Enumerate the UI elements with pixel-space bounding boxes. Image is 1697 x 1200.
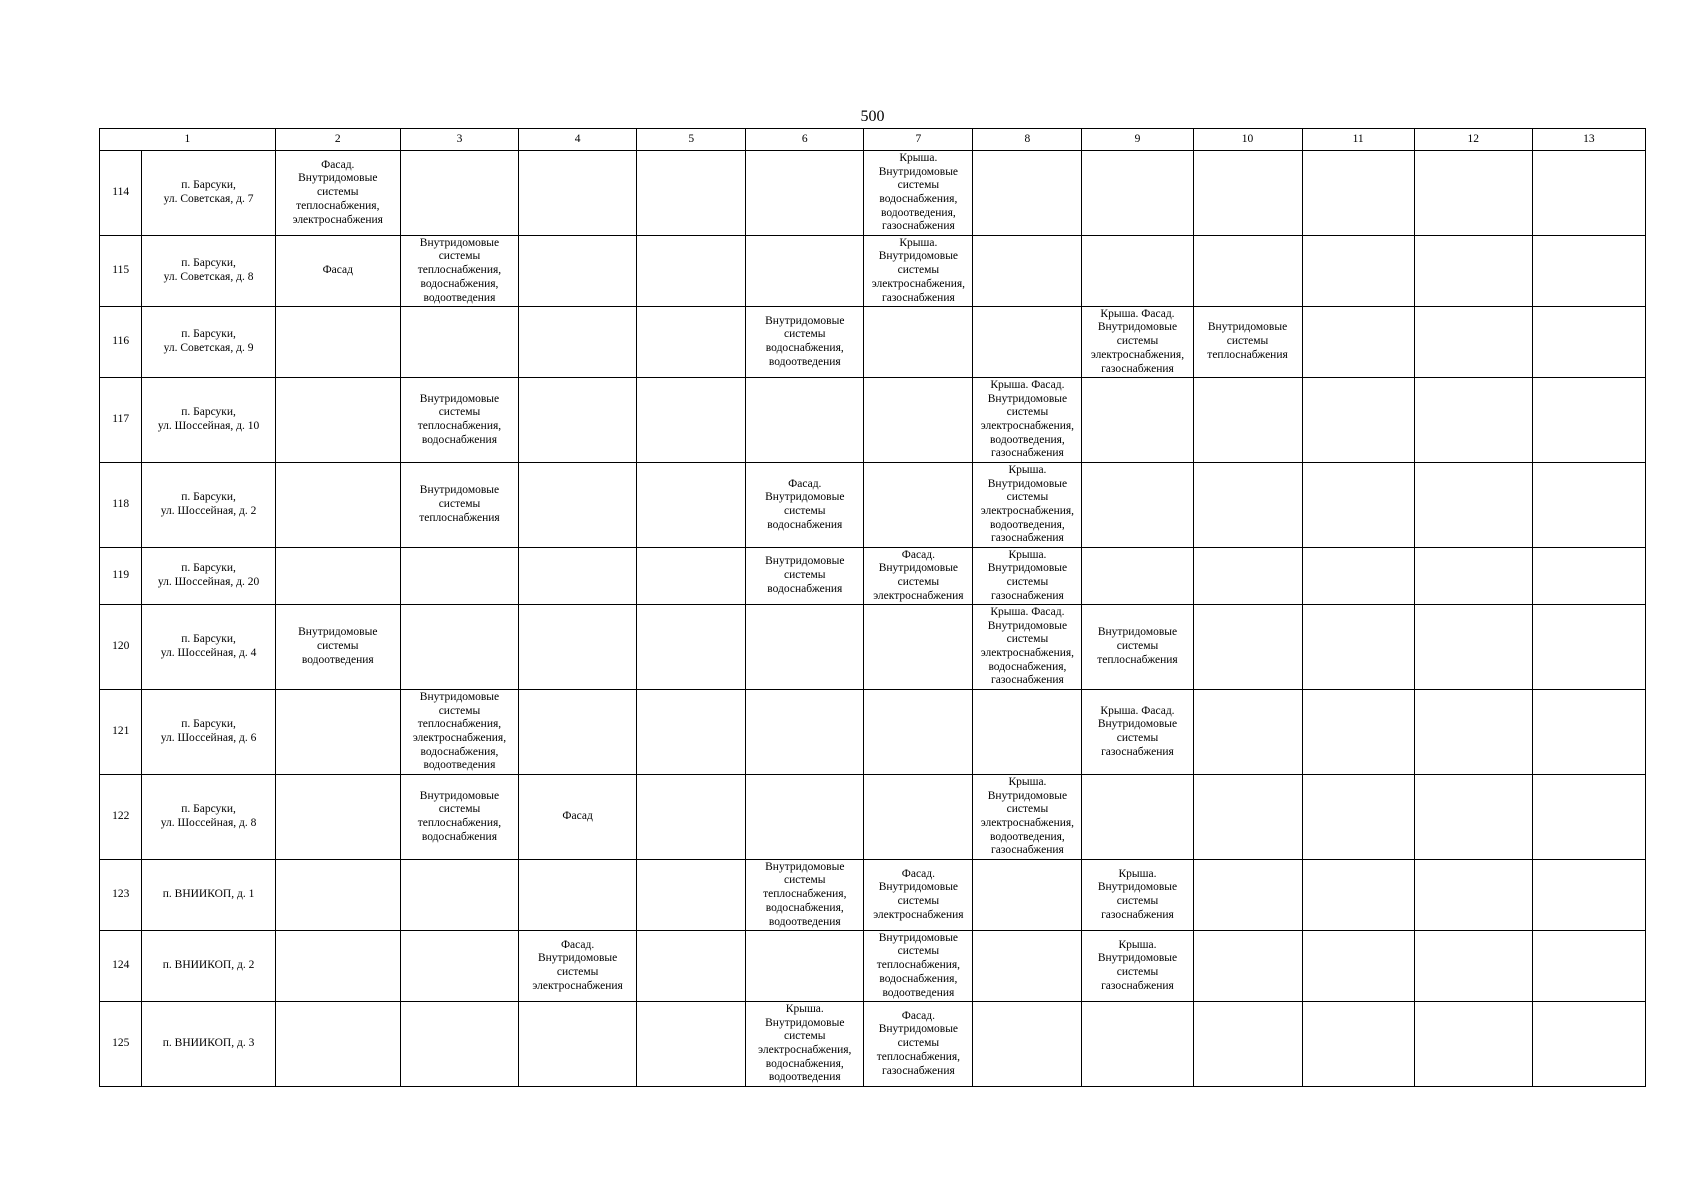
work-cell-col-11 [1302,775,1414,860]
work-cell-col-10 [1193,378,1302,463]
work-cell-col-12 [1414,548,1532,605]
work-cell-col-10 [1193,548,1302,605]
work-description: Внутридомовые системы водоснабжения [765,555,845,595]
column-header-10: 10 [1193,129,1302,151]
work-cell-col-4 [519,378,637,463]
address-text: п. Барсуки, ул. Шоссейная, д. 8 [160,803,257,829]
work-cell-col-2 [275,151,400,236]
work-cell-col-6 [746,931,864,1002]
row-number: 115 [100,236,142,307]
work-cell-col-6 [746,378,864,463]
work-cell-col-12 [1414,931,1532,1002]
work-cell-col-7 [864,151,973,236]
work-cell-col-7 [864,690,973,775]
table-row [100,605,1646,690]
row-number: 124 [100,931,142,1002]
work-cell-col-12 [1414,463,1532,548]
work-cell-col-13 [1532,236,1645,307]
work-cell-col-4 [519,775,637,860]
work-cell-col-8 [973,307,1082,378]
work-cell-col-11 [1302,236,1414,307]
row-number: 119 [100,548,142,605]
address-cell [142,307,275,378]
address-cell [142,605,275,690]
work-cell-col-7 [864,236,973,307]
work-cell-col-11 [1302,860,1414,931]
work-cell-col-2 [275,690,400,775]
work-cell-col-4 [519,1002,637,1087]
table-row [100,690,1646,775]
address-text: п. Барсуки, ул. Шоссейная, д. 4 [160,633,257,659]
work-cell-col-13 [1532,860,1645,931]
work-cell-col-3 [400,236,518,307]
address-cell [142,463,275,548]
work-cell-col-5 [637,463,746,548]
table-row [100,548,1646,605]
work-cell-col-13 [1532,605,1645,690]
table-row [100,860,1646,931]
work-description: Внутридомовые системы теплоснабжения, водоснабжения, водоотведения [763,860,847,928]
work-cell-col-12 [1414,151,1532,236]
table-row [100,775,1646,860]
work-cell-col-7 [864,931,973,1002]
work-cell-col-5 [637,775,746,860]
row-number: 121 [100,690,142,775]
work-cell-col-12 [1414,605,1532,690]
work-cell-col-2 [275,378,400,463]
work-cell-col-4 [519,931,637,1002]
work-cell-col-2 [275,463,400,548]
work-cell-col-8 [973,548,1082,605]
work-cell-col-10 [1193,151,1302,236]
work-cell-col-5 [637,151,746,236]
row-number: 116 [100,307,142,378]
column-header-13: 13 [1532,129,1645,151]
work-cell-col-8 [973,605,1082,690]
work-cell-col-13 [1532,151,1645,236]
address-text: п. ВНИИКОП, д. 3 [162,1037,255,1050]
work-description: Крыша. Внутридомовые системы электроснабжения, водоснабжения, водоотведения [758,1002,852,1084]
work-description: Внутридомовые системы теплоснабжения [1097,626,1178,666]
work-cell-col-13 [1532,775,1645,860]
address-text: п. Барсуки, ул. Советская, д. 8 [163,257,254,283]
work-cell-col-7 [864,860,973,931]
work-cell-col-3 [400,1002,518,1087]
work-cell-col-3 [400,548,518,605]
work-cell-col-3 [400,690,518,775]
work-cell-col-2 [275,548,400,605]
work-cell-col-4 [519,860,637,931]
work-cell-col-11 [1302,463,1414,548]
work-cell-col-9 [1082,775,1193,860]
work-cell-col-13 [1532,307,1645,378]
work-cell-col-8 [973,236,1082,307]
work-cell-col-6 [746,605,864,690]
work-cell-col-11 [1302,151,1414,236]
work-cell-col-7 [864,775,973,860]
work-description: Крыша. Фасад. Внутридомовые системы электроснабжения, водоснабжения, газоснабжения [980,605,1075,687]
work-cell-col-3 [400,307,518,378]
work-cell-col-8 [973,775,1082,860]
work-cell-col-4 [519,605,637,690]
work-cell-col-9 [1082,548,1193,605]
table-row [100,151,1646,236]
row-number: 118 [100,463,142,548]
work-cell-col-13 [1532,378,1645,463]
work-description: Внутридомовые системы водоотведения [298,626,378,666]
work-cell-col-2 [275,236,400,307]
work-cell-col-11 [1302,690,1414,775]
work-cell-col-7 [864,463,973,548]
work-cell-col-9 [1082,931,1193,1002]
work-description: Крыша. Внутридомовые системы электроснабжения, водоотведения, газоснабжения [980,775,1075,857]
address-text: п. ВНИИКОП, д. 1 [162,888,255,901]
work-cell-col-8 [973,378,1082,463]
work-cell-col-11 [1302,307,1414,378]
work-description: Крыша. Фасад. Внутридомовые системы газоснабжения [1097,704,1178,758]
work-cell-col-7 [864,548,973,605]
page-number: 500 [860,108,885,125]
address-cell [142,151,275,236]
work-cell-col-13 [1532,548,1645,605]
address-cell [142,236,275,307]
work-description: Крыша. Фасад. Внутридомовые системы электроснабжения, газоснабжения [1090,307,1185,375]
work-cell-col-10 [1193,605,1302,690]
work-cell-col-7 [864,307,973,378]
work-cell-col-8 [973,463,1082,548]
address-text: п. Барсуки, ул. Советская, д. 9 [163,328,254,354]
work-description: Внутридомовые системы теплоснабжения, электроснабжения, водоснабжения, водоотведения [412,690,507,772]
work-cell-col-10 [1193,307,1302,378]
column-header-1: 1 [100,129,276,151]
work-cell-col-9 [1082,151,1193,236]
work-cell-col-7 [864,605,973,690]
work-cell-col-13 [1532,931,1645,1002]
work-description: Крыша. Внутридомовые системы электроснабжения, водоотведения, газоснабжения [980,463,1075,545]
work-cell-col-2 [275,931,400,1002]
address-text: п. Барсуки, ул. Шоссейная, д. 6 [160,718,257,744]
work-cell-col-7 [864,1002,973,1087]
work-cell-col-5 [637,690,746,775]
work-cell-col-10 [1193,463,1302,548]
work-cell-col-3 [400,605,518,690]
work-cell-col-6 [746,860,864,931]
column-header-11: 11 [1302,129,1414,151]
work-cell-col-2 [275,775,400,860]
work-cell-col-8 [973,931,1082,1002]
table-row [100,307,1646,378]
work-cell-col-5 [637,307,746,378]
column-header-9: 9 [1082,129,1193,151]
work-cell-col-10 [1193,690,1302,775]
row-number: 123 [100,860,142,931]
work-cell-col-6 [746,775,864,860]
work-cell-col-2 [275,307,400,378]
table-row [100,1002,1646,1087]
address-cell [142,690,275,775]
work-cell-col-4 [519,690,637,775]
work-cell-col-3 [400,151,518,236]
row-number: 117 [100,378,142,463]
work-cell-col-6 [746,1002,864,1087]
work-cell-col-3 [400,463,518,548]
work-cell-col-7 [864,378,973,463]
table-row [100,378,1646,463]
work-description: Крыша. Внутридомовые системы электроснабжения, газоснабжения [871,236,966,304]
work-cell-col-8 [973,1002,1082,1087]
work-cell-col-11 [1302,605,1414,690]
column-header-8: 8 [973,129,1082,151]
work-description: Фасад. Внутридомовые системы теплоснабжения, газоснабжения [876,1009,961,1077]
address-text: п. Барсуки, ул. Шоссейная, д. 2 [160,491,257,517]
address-cell [142,775,275,860]
work-cell-col-11 [1302,1002,1414,1087]
work-cell-col-5 [637,860,746,931]
work-cell-col-9 [1082,463,1193,548]
table-body [100,151,1646,1087]
work-cell-col-3 [400,378,518,463]
row-number: 114 [100,151,142,236]
column-header-6: 6 [746,129,864,151]
address-cell [142,548,275,605]
work-description: Внутридомовые системы теплоснабжения, водоснабжения, водоотведения [876,931,961,999]
work-cell-col-9 [1082,378,1193,463]
work-description: Внутридомовые системы теплоснабжения [1207,321,1288,361]
address-text: п. Барсуки, ул. Советская, д. 7 [163,179,254,205]
work-cell-col-4 [519,307,637,378]
work-cell-col-4 [519,151,637,236]
work-description: Внутридомовые системы водоснабжения, водоотведения [765,314,845,368]
table-row [100,463,1646,548]
address-text: п. Барсуки, ул. Шоссейная, д. 20 [157,562,260,588]
work-cell-col-5 [637,1002,746,1087]
work-description: Внутридомовые системы теплоснабжения, водоснабжения, водоотведения [417,236,502,304]
work-cell-col-13 [1532,690,1645,775]
work-cell-col-5 [637,378,746,463]
work-cell-col-5 [637,605,746,690]
work-cell-col-10 [1193,931,1302,1002]
work-cell-col-12 [1414,378,1532,463]
work-cell-col-12 [1414,236,1532,307]
column-header-3: 3 [400,129,518,151]
work-schedule-table [99,128,1646,1087]
address-cell [142,378,275,463]
work-cell-col-8 [973,151,1082,236]
work-description: Внутридомовые системы теплоснабжения, водоснабжения [417,392,502,446]
work-description: Фасад [562,810,593,823]
address-cell [142,1002,275,1087]
work-cell-col-4 [519,463,637,548]
work-cell-col-12 [1414,1002,1532,1087]
work-cell-col-9 [1082,605,1193,690]
work-cell-col-6 [746,236,864,307]
work-description: Фасад. Внутридомовые системы электроснабжения [532,938,623,992]
table-row [100,931,1646,1002]
work-cell-col-12 [1414,860,1532,931]
work-cell-col-9 [1082,690,1193,775]
work-cell-col-12 [1414,775,1532,860]
work-cell-col-10 [1193,860,1302,931]
work-cell-col-6 [746,307,864,378]
work-cell-col-12 [1414,307,1532,378]
work-cell-col-6 [746,463,864,548]
work-description: Внутридомовые системы теплоснабжения [419,484,500,524]
work-description: Крыша. Внутридомовые системы газоснабжения [1097,938,1178,992]
work-cell-col-4 [519,548,637,605]
work-cell-col-10 [1193,1002,1302,1087]
row-number: 120 [100,605,142,690]
work-cell-col-11 [1302,931,1414,1002]
table-row [100,236,1646,307]
work-cell-col-12 [1414,690,1532,775]
column-header-2: 2 [275,129,400,151]
work-cell-col-2 [275,1002,400,1087]
work-cell-col-3 [400,860,518,931]
work-cell-col-2 [275,860,400,931]
work-cell-col-4 [519,236,637,307]
column-header-12: 12 [1414,129,1532,151]
work-cell-col-9 [1082,860,1193,931]
work-cell-col-9 [1082,307,1193,378]
work-cell-col-6 [746,690,864,775]
work-cell-col-10 [1193,775,1302,860]
address-cell [142,931,275,1002]
work-description: Внутридомовые системы теплоснабжения, водоснабжения [417,789,502,843]
work-cell-col-5 [637,931,746,1002]
work-cell-col-8 [973,690,1082,775]
work-cell-col-5 [637,548,746,605]
row-number: 122 [100,775,142,860]
work-description: Фасад [322,264,353,277]
work-cell-col-9 [1082,1002,1193,1087]
work-cell-col-8 [973,860,1082,931]
work-description: Крыша. Внутридомовые системы газоснабжения [987,548,1068,602]
work-description: Крыша. Фасад. Внутридомовые системы электроснабжения, водоотведения, газоснабжения [980,378,1075,460]
work-cell-col-3 [400,775,518,860]
row-number: 125 [100,1002,142,1087]
work-description: Крыша. Внутридомовые системы газоснабжения [1097,867,1178,921]
work-description: Фасад. Внутридомовые системы электроснабжения [873,867,964,921]
work-description: Фасад. Внутридомовые системы водоснабжения [765,477,845,531]
column-header-4: 4 [519,129,637,151]
work-cell-col-2 [275,605,400,690]
work-cell-col-6 [746,151,864,236]
address-text: п. Барсуки, ул. Шоссейная, д. 10 [157,406,260,432]
column-header-5: 5 [637,129,746,151]
work-cell-col-11 [1302,548,1414,605]
address-cell [142,860,275,931]
work-cell-col-10 [1193,236,1302,307]
column-number-row [100,129,1646,151]
work-cell-col-13 [1532,463,1645,548]
work-description: Фасад. Внутридомовые системы теплоснабжения, электроснабжения [292,158,383,226]
column-header-7: 7 [864,129,973,151]
work-description: Фасад. Внутридомовые системы электроснабжения [873,548,964,602]
work-cell-col-6 [746,548,864,605]
work-cell-col-13 [1532,1002,1645,1087]
work-cell-col-5 [637,236,746,307]
work-cell-col-9 [1082,236,1193,307]
work-description: Крыша. Внутридомовые системы водоснабжения, водоотведения, газоснабжения [878,151,959,233]
work-cell-col-3 [400,931,518,1002]
work-cell-col-11 [1302,378,1414,463]
address-text: п. ВНИИКОП, д. 2 [162,959,255,972]
